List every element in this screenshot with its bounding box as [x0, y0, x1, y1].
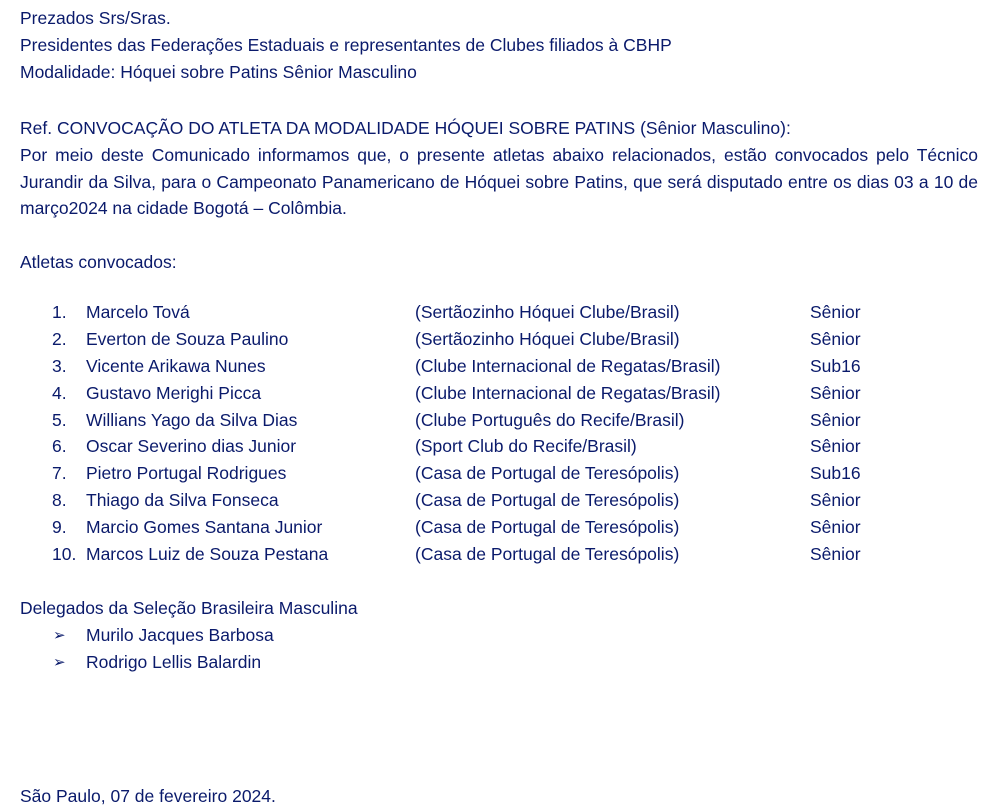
athlete-name: Marcos Luiz de Souza Pestana: [86, 544, 329, 565]
modality-line: Modalidade: Hóquei sobre Patins Sênior Masculino: [20, 62, 417, 82]
list-item: [0, 622, 991, 649]
athletes-heading: Atletas convocados:: [20, 252, 177, 272]
athlete-category: Sênior: [810, 490, 861, 511]
athlete-club: (Casa de Portugal de Teresópolis): [415, 544, 680, 565]
place-date: São Paulo, 07 de fevereiro 2024.: [20, 786, 276, 806]
athlete-number: 3.: [52, 355, 67, 376]
athlete-club: (Clube Internacional de Regatas/Brasil): [415, 355, 721, 376]
athlete-number: 2.: [52, 328, 67, 349]
athlete-name: Pietro Portugal Rodrigues: [86, 463, 287, 484]
athlete-name: Vicente Arikawa Nunes: [86, 355, 266, 376]
athlete-club: (Casa de Portugal de Teresópolis): [415, 517, 680, 538]
athlete-club: (Clube Internacional de Regatas/Brasil): [415, 382, 721, 403]
arrow-bullet-icon: ➢: [53, 653, 66, 671]
list-item: [0, 541, 991, 568]
athlete-name: Willians Yago da Silva Dias: [86, 409, 298, 430]
arrow-bullet-icon: ➢: [53, 626, 66, 644]
athlete-category: Sênior: [810, 382, 861, 403]
athlete-category: Sênior: [810, 436, 861, 457]
athlete-number: 1.: [52, 302, 67, 322]
athlete-number: 5.: [52, 409, 67, 430]
athlete-number: 6.: [52, 436, 67, 457]
athlete-name: Oscar Severino dias Junior: [86, 436, 297, 457]
athlete-name: Gustavo Merighi Picca: [86, 382, 262, 403]
greeting: Prezados Srs/Sras.: [20, 8, 171, 28]
athlete-number: 9.: [52, 517, 67, 538]
list-item: [0, 649, 991, 676]
athletes-list: [0, 299, 991, 568]
athlete-club: (Casa de Portugal de Teresópolis): [415, 490, 680, 511]
list-item: [0, 353, 991, 380]
athlete-category: Sub16: [810, 463, 861, 484]
list-item: [0, 460, 991, 487]
body-paragraph: Por meio deste Comunicado informamos que, o presente atletas abaixo relacionados, estão convocados pelo Técnico Jurandir da Silva, para o Campeonato Panamericano de Hóquei sobre Patins, que será disputado entre os dias 03 a 10 de março2024 na cidade Bogotá – Colômbia.: [20, 145, 978, 218]
athlete-category: Sênior: [810, 544, 861, 565]
athlete-number: 10.: [52, 544, 77, 565]
list-item: [0, 514, 991, 541]
athlete-club: (Clube Português do Recife/Brasil): [415, 409, 685, 430]
athlete-category: Sênior: [810, 328, 861, 349]
athlete-category: Sênior: [810, 409, 861, 430]
athlete-name: Everton de Souza Paulino: [86, 328, 289, 349]
athlete-number: 8.: [52, 490, 67, 511]
delegate-name: Murilo Jacques Barbosa: [86, 625, 274, 645]
reference-line: Ref. CONVOCAÇÃO DO ATLETA DA MODALIDADE HÓQUEI SOBRE PATINS (Sênior Masculino):: [20, 118, 791, 138]
athlete-club: (Sport Club do Recife/Brasil): [415, 436, 637, 457]
athlete-club: (Casa de Portugal de Teresópolis): [415, 463, 680, 484]
athlete-club: (Sertãozinho Hóquei Clube/Brasil): [415, 302, 680, 322]
delegates-list: [0, 622, 991, 676]
athlete-club: (Sertãozinho Hóquei Clube/Brasil): [415, 328, 680, 349]
athlete-number: 7.: [52, 463, 67, 484]
list-item: [0, 380, 991, 407]
athlete-number: 4.: [52, 382, 67, 403]
athlete-name: Thiago da Silva Fonseca: [86, 490, 279, 511]
athlete-category: Sênior: [810, 302, 861, 322]
list-item: [0, 407, 991, 434]
athlete-category: Sub16: [810, 355, 861, 376]
delegates-heading: Delegados da Seleção Brasileira Masculina: [20, 598, 358, 618]
athlete-category: Sênior: [810, 517, 861, 538]
list-item: [0, 487, 991, 514]
athlete-name: Marcelo Tová: [86, 302, 190, 322]
athlete-name: Marcio Gomes Santana Junior: [86, 517, 323, 538]
list-item: [0, 326, 991, 353]
list-item: [0, 299, 991, 326]
delegate-name: Rodrigo Lellis Balardin: [86, 652, 262, 672]
recipients-line: Presidentes das Federações Estaduais e representantes de Clubes filiados à CBHP: [20, 35, 672, 55]
list-item: [0, 433, 991, 460]
